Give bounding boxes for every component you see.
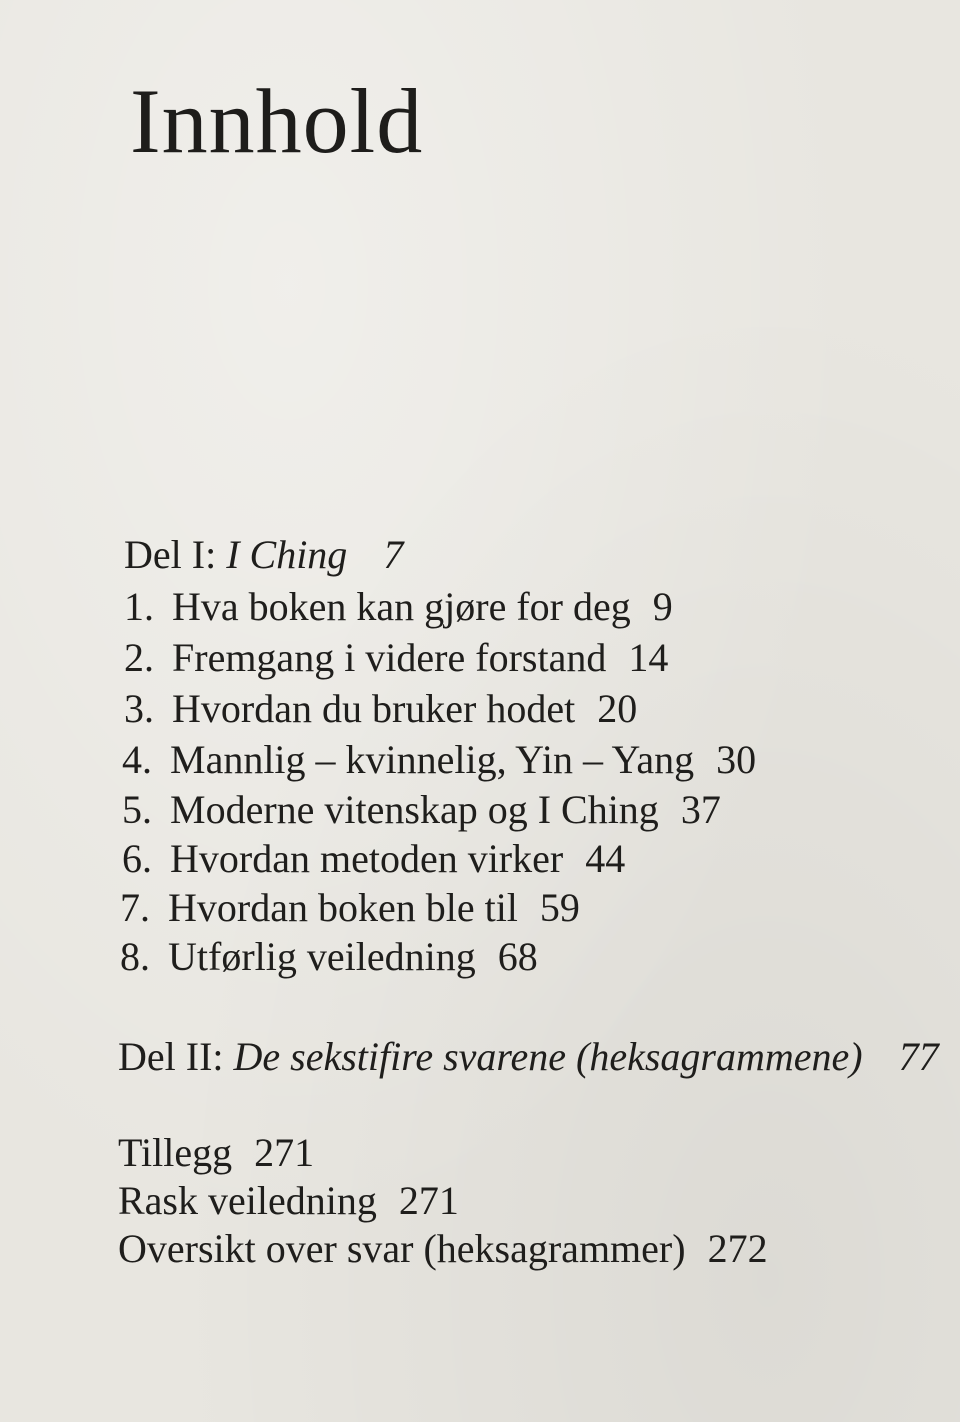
- toc-chapter: [120, 932, 538, 982]
- chapter-number: 6.: [122, 836, 152, 881]
- chapter-number: 4.: [122, 737, 152, 782]
- chapter-title: Mannlig – kvinnelig, Yin – Yang: [170, 737, 695, 782]
- chapter-page: 44: [585, 836, 626, 881]
- part-2-page: 77: [898, 1034, 939, 1079]
- chapter-title: Moderne vitenskap og I Ching: [170, 787, 659, 832]
- chapter-title: Hvordan du bruker hodet: [172, 686, 576, 731]
- toc-appendix-entry: [118, 1128, 314, 1178]
- appendix-page: 271: [254, 1130, 315, 1175]
- chapter-title: Hvordan metoden virker: [170, 836, 564, 881]
- chapter-number: 7.: [120, 885, 150, 930]
- appendix-title: Rask veiledning: [118, 1178, 377, 1223]
- chapter-page: 20: [597, 686, 638, 731]
- toc-part-2: [118, 1032, 939, 1082]
- toc-part-1: [124, 530, 403, 580]
- chapter-number: 8.: [120, 934, 150, 979]
- toc-chapter: [124, 582, 673, 632]
- chapter-number: 5.: [122, 787, 152, 832]
- toc-chapter: [122, 735, 756, 785]
- page-title: Innhold: [130, 70, 424, 172]
- part-1-label: Del I:: [124, 532, 217, 577]
- appendix-page: 271: [398, 1178, 459, 1223]
- chapter-number: 2.: [124, 635, 154, 680]
- part-1-title: I Ching: [226, 532, 348, 577]
- chapter-page: 30: [716, 737, 757, 782]
- chapter-page: 59: [539, 885, 580, 930]
- chapter-page: 68: [497, 934, 538, 979]
- chapter-page: 37: [680, 787, 721, 832]
- toc-chapter: [122, 785, 721, 835]
- chapter-number: 3.: [124, 686, 154, 731]
- chapter-title: Hva boken kan gjøre for deg: [172, 584, 631, 629]
- part-1-page: 7: [383, 532, 404, 577]
- toc-appendix-entry: [118, 1224, 768, 1274]
- part-2-title: De sekstifire svarene (heksagrammene): [233, 1034, 863, 1079]
- toc-chapter: [120, 883, 580, 933]
- chapter-page: 9: [652, 584, 673, 629]
- toc-chapter: [124, 633, 668, 683]
- toc-chapter: [122, 834, 625, 884]
- appendix-page: 272: [707, 1226, 768, 1271]
- part-2-label: Del II:: [118, 1034, 224, 1079]
- chapter-title: Utførlig veiledning: [168, 934, 476, 979]
- chapter-title: Fremgang i videre forstand: [172, 635, 607, 680]
- chapter-page: 14: [628, 635, 669, 680]
- toc-appendix-entry: [118, 1176, 459, 1226]
- appendix-title: Oversikt over svar (heksagrammer): [118, 1226, 686, 1271]
- appendix-title: Tillegg: [118, 1130, 233, 1175]
- chapter-title: Hvordan boken ble til: [168, 885, 518, 930]
- toc-chapter: [124, 684, 637, 734]
- chapter-number: 1.: [124, 584, 154, 629]
